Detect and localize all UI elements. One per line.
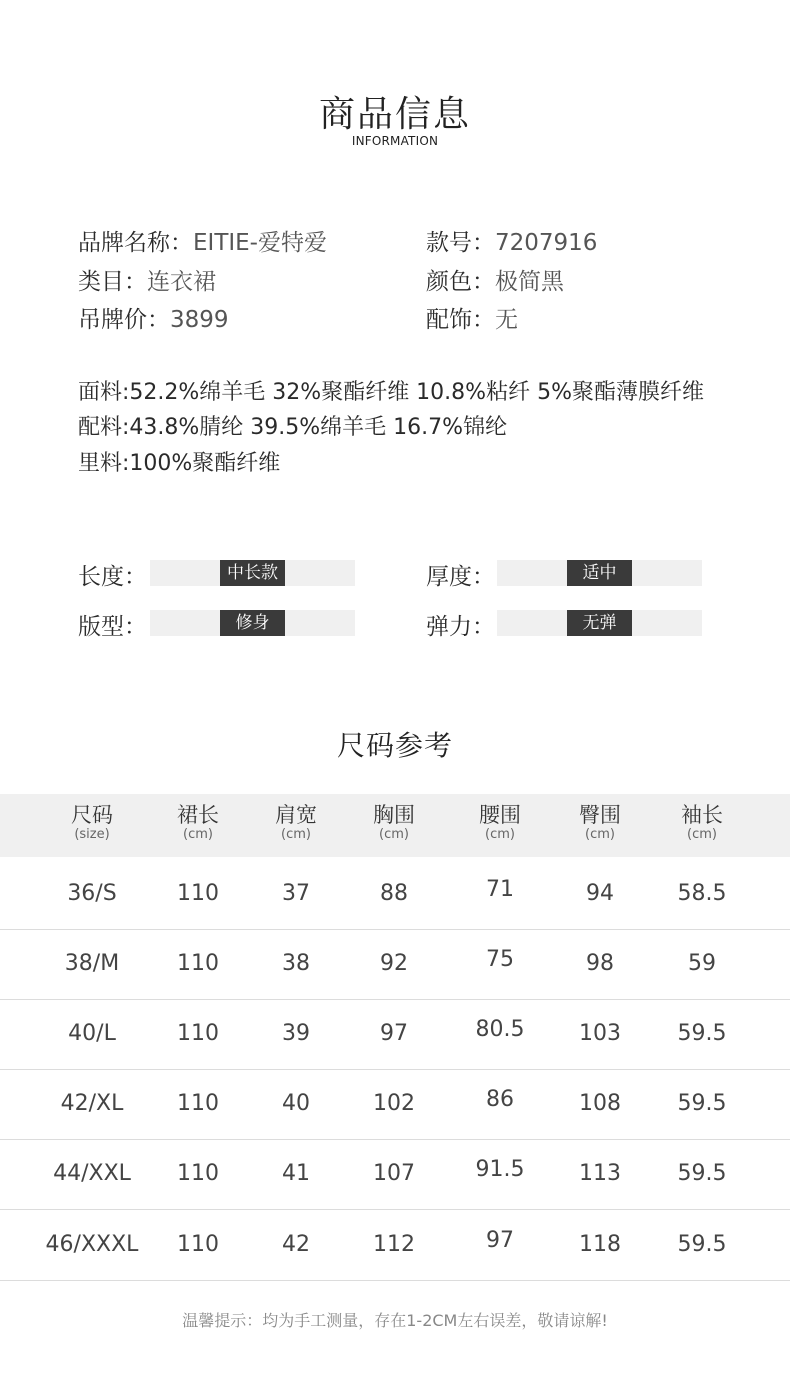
cell-skirt-length: 110 xyxy=(177,1161,219,1186)
header-shoulder xyxy=(241,794,351,843)
cell-shoulder: 40 xyxy=(282,1091,310,1116)
brand-label: 品牌名称： xyxy=(78,230,193,256)
header-size-label: 尺码 xyxy=(71,803,113,827)
header-skirt-length xyxy=(143,794,253,843)
cell-bust: 112 xyxy=(373,1232,415,1257)
header-shoulder-unit: (cm) xyxy=(281,827,311,842)
category-value: 连衣裙 xyxy=(147,269,216,295)
accessory-value: 无 xyxy=(495,307,518,333)
thickness-label: 厚度： xyxy=(426,564,495,590)
cell-shoulder: 37 xyxy=(282,881,310,906)
cell-waist: 91.5 xyxy=(475,1157,525,1182)
color-label: 颜色： xyxy=(426,269,495,295)
cell-hip: 118 xyxy=(579,1232,621,1257)
cell-size: 40/L xyxy=(68,1021,116,1046)
cell-bust: 102 xyxy=(373,1091,415,1116)
cell-bust: 97 xyxy=(380,1021,408,1046)
section-subtitle-information: INFORMATION xyxy=(351,134,439,148)
length-tag: 中长款 xyxy=(220,560,285,586)
header-size xyxy=(37,794,147,843)
cell-shoulder: 38 xyxy=(282,951,310,976)
thickness-bar xyxy=(497,560,702,586)
header-bust-label: 胸围 xyxy=(373,803,415,827)
cell-sleeve: 59.5 xyxy=(677,1232,727,1257)
cell-bust: 88 xyxy=(380,881,408,906)
header-sleeve-label: 袖长 xyxy=(681,803,723,827)
info-brand xyxy=(78,224,327,257)
size-chart-title: 尺码参考 xyxy=(336,729,453,762)
cell-skirt-length: 110 xyxy=(177,881,219,906)
header-waist-unit: (cm) xyxy=(485,827,515,842)
cell-size: 46/XXXL xyxy=(45,1232,139,1257)
cell-hip: 113 xyxy=(579,1161,621,1186)
size-table-header xyxy=(0,794,790,857)
elasticity-bar xyxy=(497,610,702,636)
info-accessory xyxy=(426,301,518,334)
header-sleeve-unit: (cm) xyxy=(687,827,717,842)
brand-value: EITIE-爱特爱 xyxy=(193,230,327,256)
cell-sleeve: 59.5 xyxy=(677,1021,727,1046)
style-no-value: 7207916 xyxy=(495,230,598,256)
info-color xyxy=(426,263,564,296)
cell-sleeve: 59.5 xyxy=(677,1091,727,1116)
cell-waist: 71 xyxy=(486,877,514,902)
cell-shoulder: 42 xyxy=(282,1232,310,1257)
info-style-no xyxy=(426,224,597,257)
fit-bar xyxy=(150,610,355,636)
header-shoulder-label: 肩宽 xyxy=(275,803,317,827)
cell-skirt-length: 110 xyxy=(177,1232,219,1257)
table-row xyxy=(0,928,790,1000)
header-hip-unit: (cm) xyxy=(585,827,615,842)
cell-sleeve: 59 xyxy=(688,951,716,976)
thickness-tag: 适中 xyxy=(567,560,632,586)
price-label: 吊牌价： xyxy=(78,307,170,333)
header-hip-label: 臀围 xyxy=(579,803,621,827)
header-sleeve xyxy=(647,794,757,843)
cell-shoulder: 41 xyxy=(282,1161,310,1186)
cell-hip: 94 xyxy=(586,881,614,906)
header-waist-label: 腰围 xyxy=(479,803,521,827)
cell-hip: 108 xyxy=(579,1091,621,1116)
table-row xyxy=(0,858,790,930)
header-bust-unit: (cm) xyxy=(379,827,409,842)
cell-sleeve: 58.5 xyxy=(677,881,727,906)
header-waist xyxy=(445,794,555,843)
cell-skirt-length: 110 xyxy=(177,951,219,976)
cell-shoulder: 39 xyxy=(282,1021,310,1046)
header-bust xyxy=(339,794,449,843)
cell-hip: 103 xyxy=(579,1021,621,1046)
table-row xyxy=(0,1138,790,1210)
cell-size: 42/XL xyxy=(60,1091,124,1116)
cell-size: 36/S xyxy=(67,881,117,906)
price-value: 3899 xyxy=(170,307,229,333)
header-hip xyxy=(545,794,655,843)
fabric-trim: 配料:43.8%腈纶 39.5%绵羊毛 16.7%锦纶 xyxy=(78,415,508,440)
measurement-note: 温馨提示：均为手工测量，存在1-2CM左右误差，敬请谅解! xyxy=(182,1311,608,1330)
header-size-unit: (size) xyxy=(74,827,110,842)
cell-bust: 107 xyxy=(373,1161,415,1186)
cell-hip: 98 xyxy=(586,951,614,976)
cell-skirt-length: 110 xyxy=(177,1021,219,1046)
style-no-label: 款号： xyxy=(426,230,495,256)
fit-tag: 修身 xyxy=(220,610,285,636)
fabric-lining: 里料:100%聚酯纤维 xyxy=(78,451,281,476)
cell-skirt-length: 110 xyxy=(177,1091,219,1116)
elasticity-label: 弹力： xyxy=(426,614,495,640)
table-row xyxy=(0,998,790,1070)
header-skirt-length-unit: (cm) xyxy=(183,827,213,842)
length-bar xyxy=(150,560,355,586)
table-row xyxy=(0,1068,790,1140)
info-category xyxy=(78,263,216,296)
fit-label: 版型： xyxy=(78,614,147,640)
info-price xyxy=(78,301,229,334)
cell-size: 44/XXL xyxy=(53,1161,131,1186)
header-skirt-length-label: 裙长 xyxy=(177,803,219,827)
elasticity-tag: 无弹 xyxy=(567,610,632,636)
section-title-information: 商品信息 xyxy=(318,94,471,135)
cell-waist: 86 xyxy=(486,1087,514,1112)
accessory-label: 配饰： xyxy=(426,307,495,333)
cell-waist: 80.5 xyxy=(475,1017,525,1042)
cell-sleeve: 59.5 xyxy=(677,1161,727,1186)
table-row xyxy=(0,1209,790,1281)
cell-waist: 75 xyxy=(486,947,514,972)
category-label: 类目： xyxy=(78,269,147,295)
color-value: 极简黑 xyxy=(495,269,564,295)
cell-size: 38/M xyxy=(64,951,120,976)
length-label: 长度： xyxy=(78,564,147,590)
fabric-main: 面料:52.2%绵羊毛 32%聚酯纤维 10.8%粘纤 5%聚酯薄膜纤维 xyxy=(78,380,704,405)
cell-waist: 97 xyxy=(486,1228,514,1253)
cell-bust: 92 xyxy=(380,951,408,976)
